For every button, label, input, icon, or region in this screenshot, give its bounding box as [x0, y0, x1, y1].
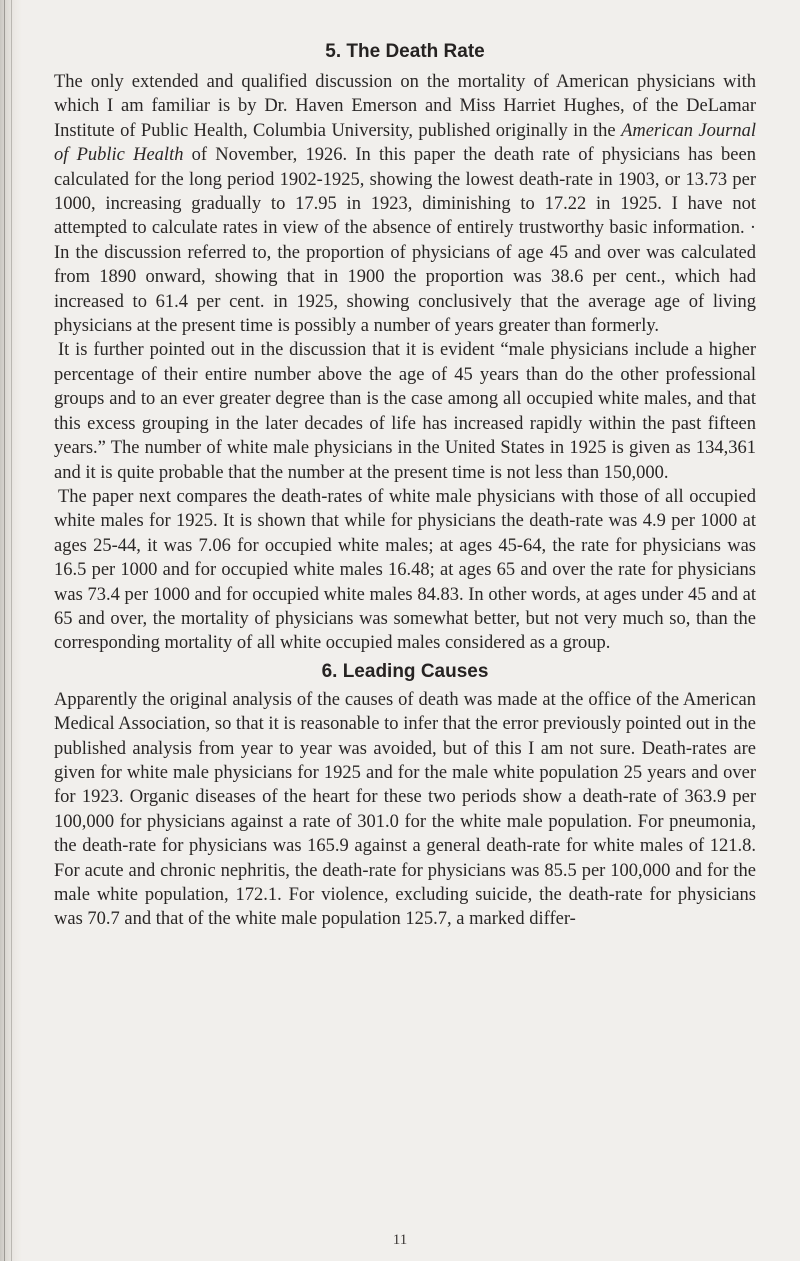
binding-line: [4, 0, 5, 1261]
paragraph-death-rate-2: It is further pointed out in the discussion that it is evident “male physicians include a higher percentage of their entire number above the age of 45 years than do the other professional groups and to an ever greater degree than is the case among all occupied white males, and that this excess grouping in the later decades of life has increased rapidly within the past fifteen years.” The number of white male physicians in the United States in 1925 is given as 134,361 and it is quite probable that the number at the present time is not less than 150,000.: [54, 340, 756, 483]
section-heading-leading-causes: 6. Leading Causes: [321, 660, 489, 682]
paragraph-death-rate-1: [54, 70, 756, 338]
document-page: [54, 40, 756, 932]
paragraph-text: of November, 1926. In this paper the death rate of physicians has been calculated for the long period 1902-1925, showing the lowest death-rate in 1903, or 13.73 per 1000, increasing gradually to 17.95 in 1923, diminishing to 17.22 in 1925. I have not attempted to calculate rates in view of the absence of entirely trustworthy basic information. · In the discussion referred to, the proportion of physicians of age 45 and over was calculated from 1890 onward, showing that in 1900 the proportion was 38.6 per cent., which had increased to 61.4 per cent. in 1925, showing conclusively that the average age of living physicians at the present time is possibly a number of years greater than formerly.: [54, 145, 756, 337]
page-number: 11: [392, 1232, 408, 1248]
journal-title: American Journal of Public Health: [54, 120, 756, 166]
paragraph-death-rate-3: The paper next compares the death-rates of white male physicians with those of all occupied white males for 1925. It is shown that while for physicians the death-rate was 4.9 per 1000 at ages 25-44, it was 7.06 for occupied white males; at ages 45-64, the rate for physicians was 16.5 per 1000 and for occupied white males 16.48; at ages 65 and over the rate for physicians was 73.4 per 1000 and for occupied white males 84.83. In other words, at ages under 45 and at 65 and over, the mortality of physicians was somewhat better, but not very much so, than the corresponding mortality of all white occupied males considered as a group.: [54, 486, 756, 654]
section-heading-death-rate: 5. The Death Rate: [325, 41, 485, 62]
paragraph-text: The only extended and qualified discussion on the mortality of American physicians with which I am familiar is by Dr. Haven Emerson and Miss Harriet Hughes, of the DeLamar Institute of Public Health, Columbia University, published originally in the: [54, 72, 756, 141]
paragraph-leading-causes-1: Apparently the original analysis of the causes of death was made at the office of the American Medical Association, so that it is reasonable to infer that the error previously pointed out in the published analysis from year to year was avoided, but of this I am not sure. Death-rates are given for white male physicians for 1925 and for the male white population 25 years and over for 1923. Organic diseases of the heart for these two periods show a death-rate of 363.9 per 100,000 for physicians against a rate of 301.0 for the white male population. For pneumonia, the death-rate for physicians was 165.9 against a general death-rate for white males of 121.8. For acute and chronic nephritis, the death-rate for physicians was 85.5 per 100,000 and for the male white population, 172.1. For violence, excluding suicide, the death-rate for physicians was 70.7 and that of the white male population 125.7, a marked differ-: [54, 689, 756, 930]
binding-line: [11, 0, 12, 1261]
